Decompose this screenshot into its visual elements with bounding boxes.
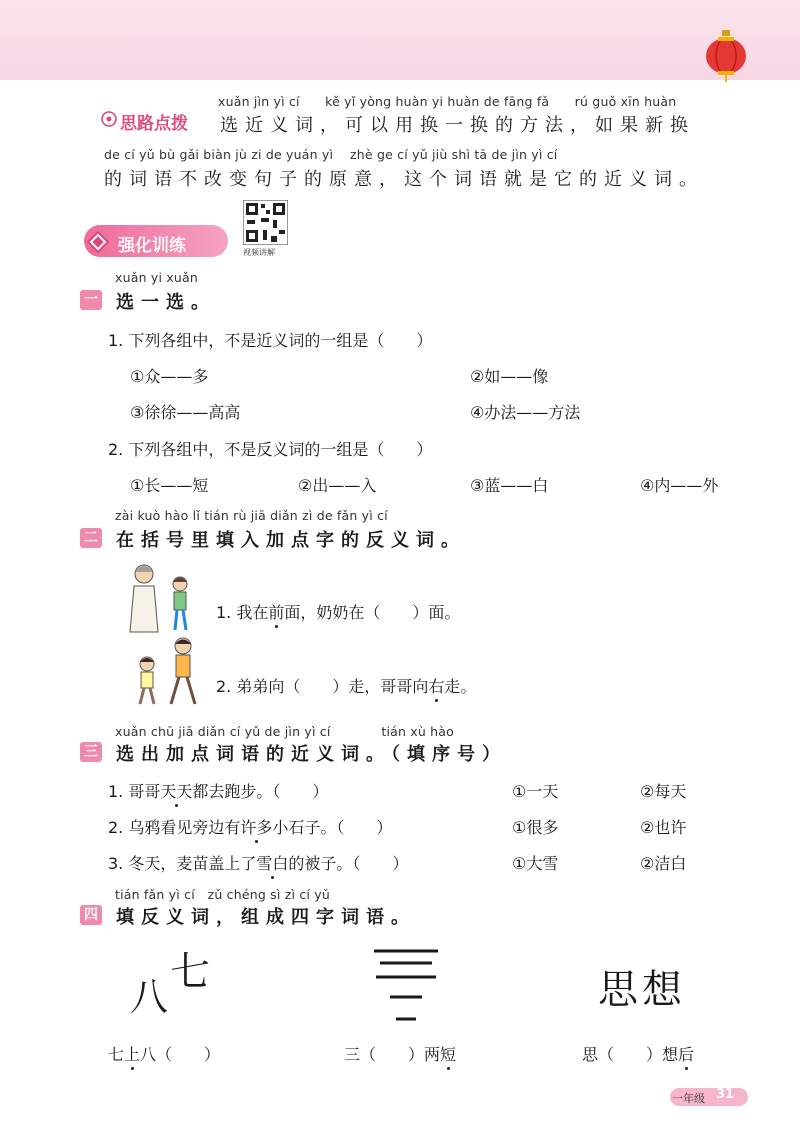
sec4-answer-2 bbox=[344, 1042, 456, 1065]
sec3-r3-dotted: 雪白 bbox=[256, 854, 289, 873]
sec1-number: 一 bbox=[80, 290, 102, 310]
sec1-pinyin: xuǎn yi xuǎn bbox=[115, 270, 199, 285]
puzzle-1-small: 八 bbox=[130, 975, 169, 1019]
sec4-number: 四 bbox=[80, 905, 102, 925]
puzzle-3: 思想 bbox=[598, 967, 686, 1013]
sec3-r2-opt-b: ②也许 bbox=[640, 818, 687, 837]
sec2-s2-dotted: 右 bbox=[428, 677, 445, 696]
sec3-r1-opt-a: ①一天 bbox=[512, 782, 559, 801]
sec4-a3-dotted: 后 bbox=[678, 1045, 695, 1064]
header-band bbox=[0, 0, 800, 80]
sec3-row-3 bbox=[108, 851, 408, 874]
sec2-s2-pre: 2. 弟弟向（ ）走，哥哥向 bbox=[216, 677, 429, 696]
sec2-title: 在括号里填入加点字的反义词。 bbox=[116, 530, 466, 551]
tip-pinyin-2: de cí yǔ bù gǎi biàn jù zi de yuán yì zhè ge cí yǔ jiù shì tā de jìn yì cí bbox=[104, 147, 558, 162]
sec4-title: 填反义词，组成四字词语。 bbox=[116, 907, 416, 928]
sec3-r2-post: 小石子。（ ） bbox=[272, 818, 393, 837]
tip-icon bbox=[100, 110, 118, 128]
sec1-q1: 1. 下列各组中，不是近义词的一组是（ ） bbox=[108, 331, 433, 350]
sec1-title: 选一选。 bbox=[116, 292, 216, 313]
sec3-r2-dotted: 许多 bbox=[240, 818, 273, 837]
sec4-answer-1 bbox=[108, 1042, 220, 1065]
sec2-number: 二 bbox=[80, 528, 102, 548]
sec3-r1-pre: 1. 哥哥 bbox=[108, 782, 161, 801]
sec3-title: 选出加点词语的近义词。（填序号） bbox=[116, 744, 507, 765]
sec1-q2: 2. 下列各组中，不是反义词的一组是（ ） bbox=[108, 440, 433, 459]
sec3-r3-pre: 3. 冬天，麦苗盖上了 bbox=[108, 854, 257, 873]
sec2-sentence-2 bbox=[216, 674, 476, 697]
sec1-q2-opt4: ④内——外 bbox=[640, 476, 719, 495]
sec2-sentence-1 bbox=[216, 600, 460, 623]
sec1-q2-opt2: ②出——入 bbox=[298, 476, 377, 495]
sec1-q1-opt1: ①众——多 bbox=[130, 367, 209, 386]
sec1-q1-opt3: ③徐徐——高高 bbox=[130, 403, 241, 422]
sec2-s1-post: 面，奶奶在（ ）面。 bbox=[284, 603, 461, 622]
page-number: 31 bbox=[716, 1087, 735, 1102]
sec3-r3-opt-b: ②洁白 bbox=[640, 854, 687, 873]
sec4-a1-post: 八（ ） bbox=[140, 1045, 221, 1064]
drill-label: 强化训练 bbox=[118, 236, 186, 256]
tip-label: 思路点拨 bbox=[120, 114, 188, 134]
sec4-answer-3 bbox=[582, 1042, 694, 1065]
sec1-q2-opt1: ①长——短 bbox=[130, 476, 209, 495]
sec1-q1-opt4: ④办法——方法 bbox=[470, 403, 581, 422]
sec2-pinyin: zài kuò hào lǐ tián rù jiā diǎn zì de fǎn yì cí bbox=[115, 508, 388, 523]
sec3-r1-post: 都去跑步。（ ） bbox=[192, 782, 329, 801]
sec2-s1-pre: 1. 我在 bbox=[216, 603, 269, 622]
tip-line-1: 选近义词，可以用换一换的方法，如果新换 bbox=[220, 115, 695, 136]
sec4-a2-dotted: 短 bbox=[440, 1045, 457, 1064]
chinese-knot-icon bbox=[84, 228, 112, 256]
puzzle-1-large: 七 bbox=[170, 949, 210, 995]
sec1-q1-opt2: ②如——像 bbox=[470, 367, 549, 386]
grade-label: 一年级 bbox=[672, 1092, 705, 1105]
sec3-r3-post: 的被子。（ ） bbox=[288, 854, 409, 873]
sec4-a1-pre: 七 bbox=[108, 1045, 125, 1064]
tip-pinyin-1: xuǎn jìn yì cí kě yǐ yòng huàn yi huàn de fāng fǎ rú guǒ xīn huàn bbox=[218, 94, 677, 109]
sec3-r3-opt-a: ①大雪 bbox=[512, 854, 559, 873]
sec3-r2-pre: 2. 乌鸦看见旁边有 bbox=[108, 818, 241, 837]
sec1-q2-opt3: ③蓝——白 bbox=[470, 476, 549, 495]
puzzle-2-graphic bbox=[370, 945, 442, 1023]
tip-line-2: 的词语不改变句子的原意，这个词语就是它的近义词。 bbox=[104, 169, 704, 190]
qr-caption: 视频讲解 bbox=[243, 248, 275, 257]
sec3-row-1 bbox=[108, 779, 328, 802]
sec4-a2-pre: 三（ ）两 bbox=[344, 1045, 441, 1064]
qr-code-icon[interactable] bbox=[243, 200, 288, 245]
sec3-r2-opt-a: ①很多 bbox=[512, 818, 559, 837]
lantern-icon bbox=[704, 30, 748, 82]
sec3-r1-opt-b: ②每天 bbox=[640, 782, 687, 801]
sec2-s2-post: 走。 bbox=[444, 677, 477, 696]
sec3-number: 三 bbox=[80, 742, 102, 762]
sec4-a1-dotted: 上 bbox=[124, 1045, 141, 1064]
sec3-r1-dotted: 天天 bbox=[160, 782, 193, 801]
sec3-pinyin: xuǎn chū jiā diǎn cí yǔ de jìn yì cí tián xù hào bbox=[115, 724, 455, 739]
sec4-pinyin: tián fǎn yì cí zǔ chéng sì zì cí yǔ bbox=[115, 887, 330, 902]
sec4-a3-pre: 思（ ）想 bbox=[582, 1045, 679, 1064]
sec2-s1-dotted: 前 bbox=[268, 603, 285, 622]
brothers-walking-illustration bbox=[133, 636, 205, 710]
grandma-and-child-illustration bbox=[128, 562, 198, 636]
sec3-row-2 bbox=[108, 815, 392, 838]
